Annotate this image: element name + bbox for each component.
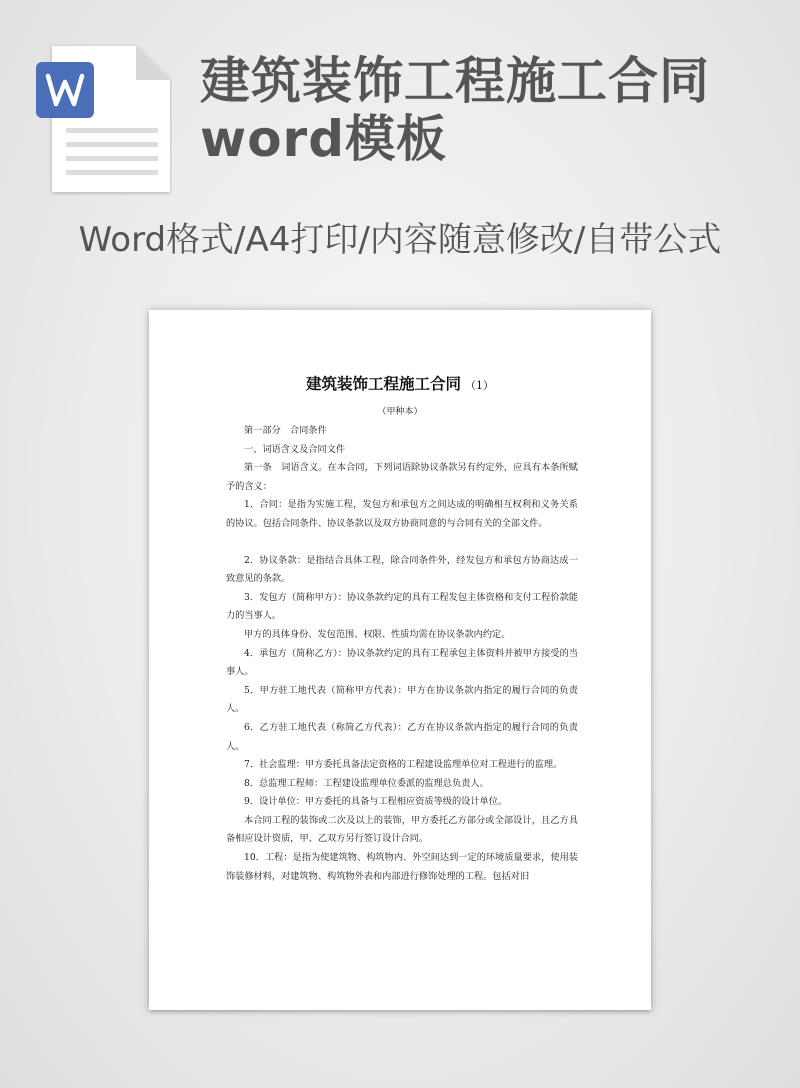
document-paragraph: 5．甲方驻工地代表（简称甲方代表）：甲方在协议条款内指定的履行合同的负责人。 — [226, 684, 578, 715]
document-paragraph: 甲方的具体身份、发包范围、权限、性质均需在协议条款内约定。 — [244, 628, 511, 640]
document-paragraph: 6．乙方驻工地代表（称简乙方代表）：乙方在协议条款内指定的履行合同的负责人。 — [226, 721, 578, 752]
document-paragraph: 9．设计单位：甲方委托的具备与工程相应资质等级的设计单位。 — [244, 796, 508, 808]
document-paragraph: 第一条 词语含义。在本合同，下列词语除协议条款另有约定外，应具有本条所赋予的含义： — [226, 462, 578, 492]
word-file-icon — [36, 44, 172, 196]
document-title-line — [149, 372, 651, 394]
document-paragraph: 一、词语含义及合同文件 — [244, 443, 346, 455]
document-paragraph: 2．协议条款：是指结合具体工程，除合同条件外，经发包方和承包方协商达成一致意见的条款。 — [226, 554, 578, 585]
document-paragraph: 7．社会监理：甲方委托具备法定资格的工程建设监理单位对工程进行的监理。 — [244, 759, 563, 771]
document-paragraph: 第一部分 合同条件 — [244, 425, 327, 436]
document-paragraph: 4．承包方（简称乙方）：协议条款约定的具有工程承包主体资料并被甲方接受的当事人。 — [226, 647, 578, 678]
document-preview-page — [149, 310, 651, 1010]
page-subtitle: Word格式/A4打印/内容随意修改/自带公式 — [78, 220, 722, 260]
document-paragraph: 10．工程：是指为使建筑物、构筑物内、外空间达到一定的环境质量要求，使用装饰装修材料，对建筑物、构筑物外表和内部进行修饰处理的工程。包括对旧 — [226, 852, 578, 882]
document-title-suffix: （1） — [465, 379, 494, 392]
document-paragraph: 1．合同：是指为实施工程，发包方和承包方之间达成的明确相互权利和义务关系的协议。包括合同条件、协议条款以及双方协商同意的与合同有关的全部文件。 — [226, 499, 578, 529]
document-title: 建筑装饰工程施工合同 — [305, 374, 461, 393]
page-title: 建筑装饰工程施工合同word模板 — [200, 52, 710, 168]
document-copy-label: （甲种本） — [377, 407, 423, 417]
document-body — [226, 422, 578, 886]
document-paragraph: 3．发包方（简称甲方）：协议条款约定的具有工程发包主体资格和支付工程价款能力的当事人。 — [226, 591, 578, 622]
document-paragraph: 本合同工程的装饰或二次及以上的装饰，甲方委托乙方部分或全部设计，且乙方具备相应设计资质，甲、乙双方另行签订设计合同。 — [226, 814, 578, 845]
document-paragraph: 8．总监理工程师：工程建设监理单位委派的监理总负责人。 — [244, 777, 489, 789]
